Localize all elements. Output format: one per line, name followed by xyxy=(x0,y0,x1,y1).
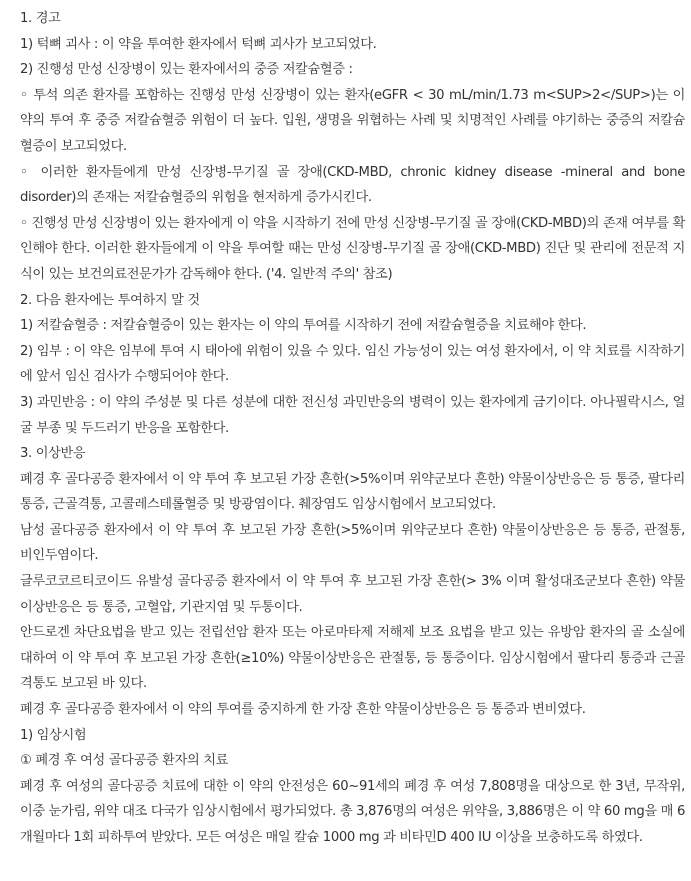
adverse-discontinuation: 폐경 후 골다공증 환자에서 이 약의 투여를 중지하게 한 가장 흔한 약물이상반응은 등 통증과 변비였다. xyxy=(20,702,586,718)
clinical-trial-description: 폐경 후 여성의 골다공증 치료에 대한 이 약의 안전성은 60~91세의 폐경 후 여성 7,808명을 대상으로 한 3년, 무작위, 이중 눈가림, 위약 대조 다국가 임상시험에서 평가되었다. 총 3,876명의 여성은 위약을, 3,886명은 이 약 60 mg을 매 6개월마다 1회 피하투여 받았다. 모든 여성은 매일 칼슘 1000 mg 과 비타민D 400 IU 이상을 보충하도록 하였다. xyxy=(20,778,685,845)
section-heading-warnings: 1. 경고 xyxy=(20,11,61,26)
adverse-glucocorticoid: 글루코코르티코이드 유발성 골다공증 환자에서 이 약 투여 후 보고된 가장 흔한(> 3% 이며 활성대조군보다 흔한) 약물이상반응은 등 통증, 고혈압, 기관지염 및 두통이다. xyxy=(20,574,685,615)
warning-hypocalcemia-heading: 2) 진행성 만성 신장병이 있는 환자에서의 중증 저칼슘혈증 : xyxy=(20,62,353,78)
section-heading-contraindications: 2. 다음 환자에는 투여하지 말 것 xyxy=(20,292,200,308)
warning-bullet-assessment: ◦ 진행성 만성 신장병이 있는 환자에게 이 약을 시작하기 전에 만성 신장병-무기질 골 장애(CKD-MBD)의 존재 여부를 확인해야 한다. 이러한 환자들에게 이 약을 투여할 때는 만성 신장병-무기질 골 장애(CKD-MBD) 진단 및 관리에 전문적 지식이 있는 보건의료전문가가 감독해야 한다. ('4. 일반적 주의' 참조) xyxy=(20,215,685,282)
warning-bullet-ckd-mbd: ◦ 이러한 환자들에게 만성 신장병-무기질 골 장애(CKD-MBD, chronic kidney disease -mineral and bone disorder)의 존재는 저칼슘혈증의 위험을 현저하게 증가시킨다. xyxy=(20,164,685,206)
contraindication-hypocalcemia: 1) 저칼슘혈증 : 저칼슘혈증이 있는 환자는 이 약의 투여를 시작하기 전에 저칼슘혈증을 치료해야 한다. xyxy=(20,318,587,334)
adverse-male: 남성 골다공증 환자에서 이 약 투여 후 보고된 가장 흔한(>5%이며 위약군보다 흔한) 약물이상반응은 등 통증, 관절통, 비인두염이다. xyxy=(20,522,685,564)
contraindication-hypersensitivity: 3) 과민반응 : 이 약의 주성분 및 다른 성분에 대한 전신성 과민반응의 병력이 있는 환자에게 금기이다. 아나필락시스, 얼굴 부종 및 두드러기 반응을 포함한다. xyxy=(20,394,685,436)
subsection-clinical-trials: 1) 임상시험 xyxy=(20,727,87,743)
adverse-postmenopausal: 폐경 후 골다공증 환자에서 이 약 투여 후 보고된 가장 흔한(>5%이며 위약군보다 흔한) 약물이상반응은 등 통증, 팔다리 통증, 근골격통, 고콜레스테롤혈증 및 방광염이다. 췌장염도 임상시험에서 보고되었다. xyxy=(20,471,685,513)
contraindication-pregnancy: 2) 임부 : 이 약은 임부에 투여 시 태아에 위험이 있을 수 있다. 임신 가능성이 있는 여성 환자에서, 이 약 치료를 시작하기에 앞서 임신 검사가 수행되어야 한다. xyxy=(20,343,685,385)
warning-bullet-dialysis: ◦ 투석 의존 환자를 포함하는 진행성 만성 신장병이 있는 환자(eGFR < 30 mL/min/1.73 m<SUP>2</SUP>)는 이 약의 투여 후 중증 저칼슘혈증 위험이 더 높다. 입원, 생명을 위협하는 사례 및 치명적인 사례를 야기하는 중증의 저칼슘혈증이 보고되었다. xyxy=(20,87,685,154)
warning-jaw-osteonecrosis: 1) 턱뼈 괴사 : 이 약을 투여한 환자에서 턱뼈 괴사가 보고되었다. xyxy=(20,36,377,52)
section-heading-adverse-reactions: 3. 이상반응 xyxy=(20,446,86,462)
adverse-bone-loss: 안드로겐 차단요법을 받고 있는 전립선암 환자 또는 아로마타제 저해제 보조 요법을 받고 있는 유방암 환자의 골 소실에 대하여 이 약 투여 후 보고된 가장 흔한(≥10%) 약물이상반응은 관절통, 등 통증이다. 임상시험에서 팔다리 통증과 근골격통도 보고된 바 있다. xyxy=(20,625,685,692)
subsection-postmenopausal-treatment: ① 폐경 후 여성 골다공증 환자의 치료 xyxy=(20,753,228,769)
